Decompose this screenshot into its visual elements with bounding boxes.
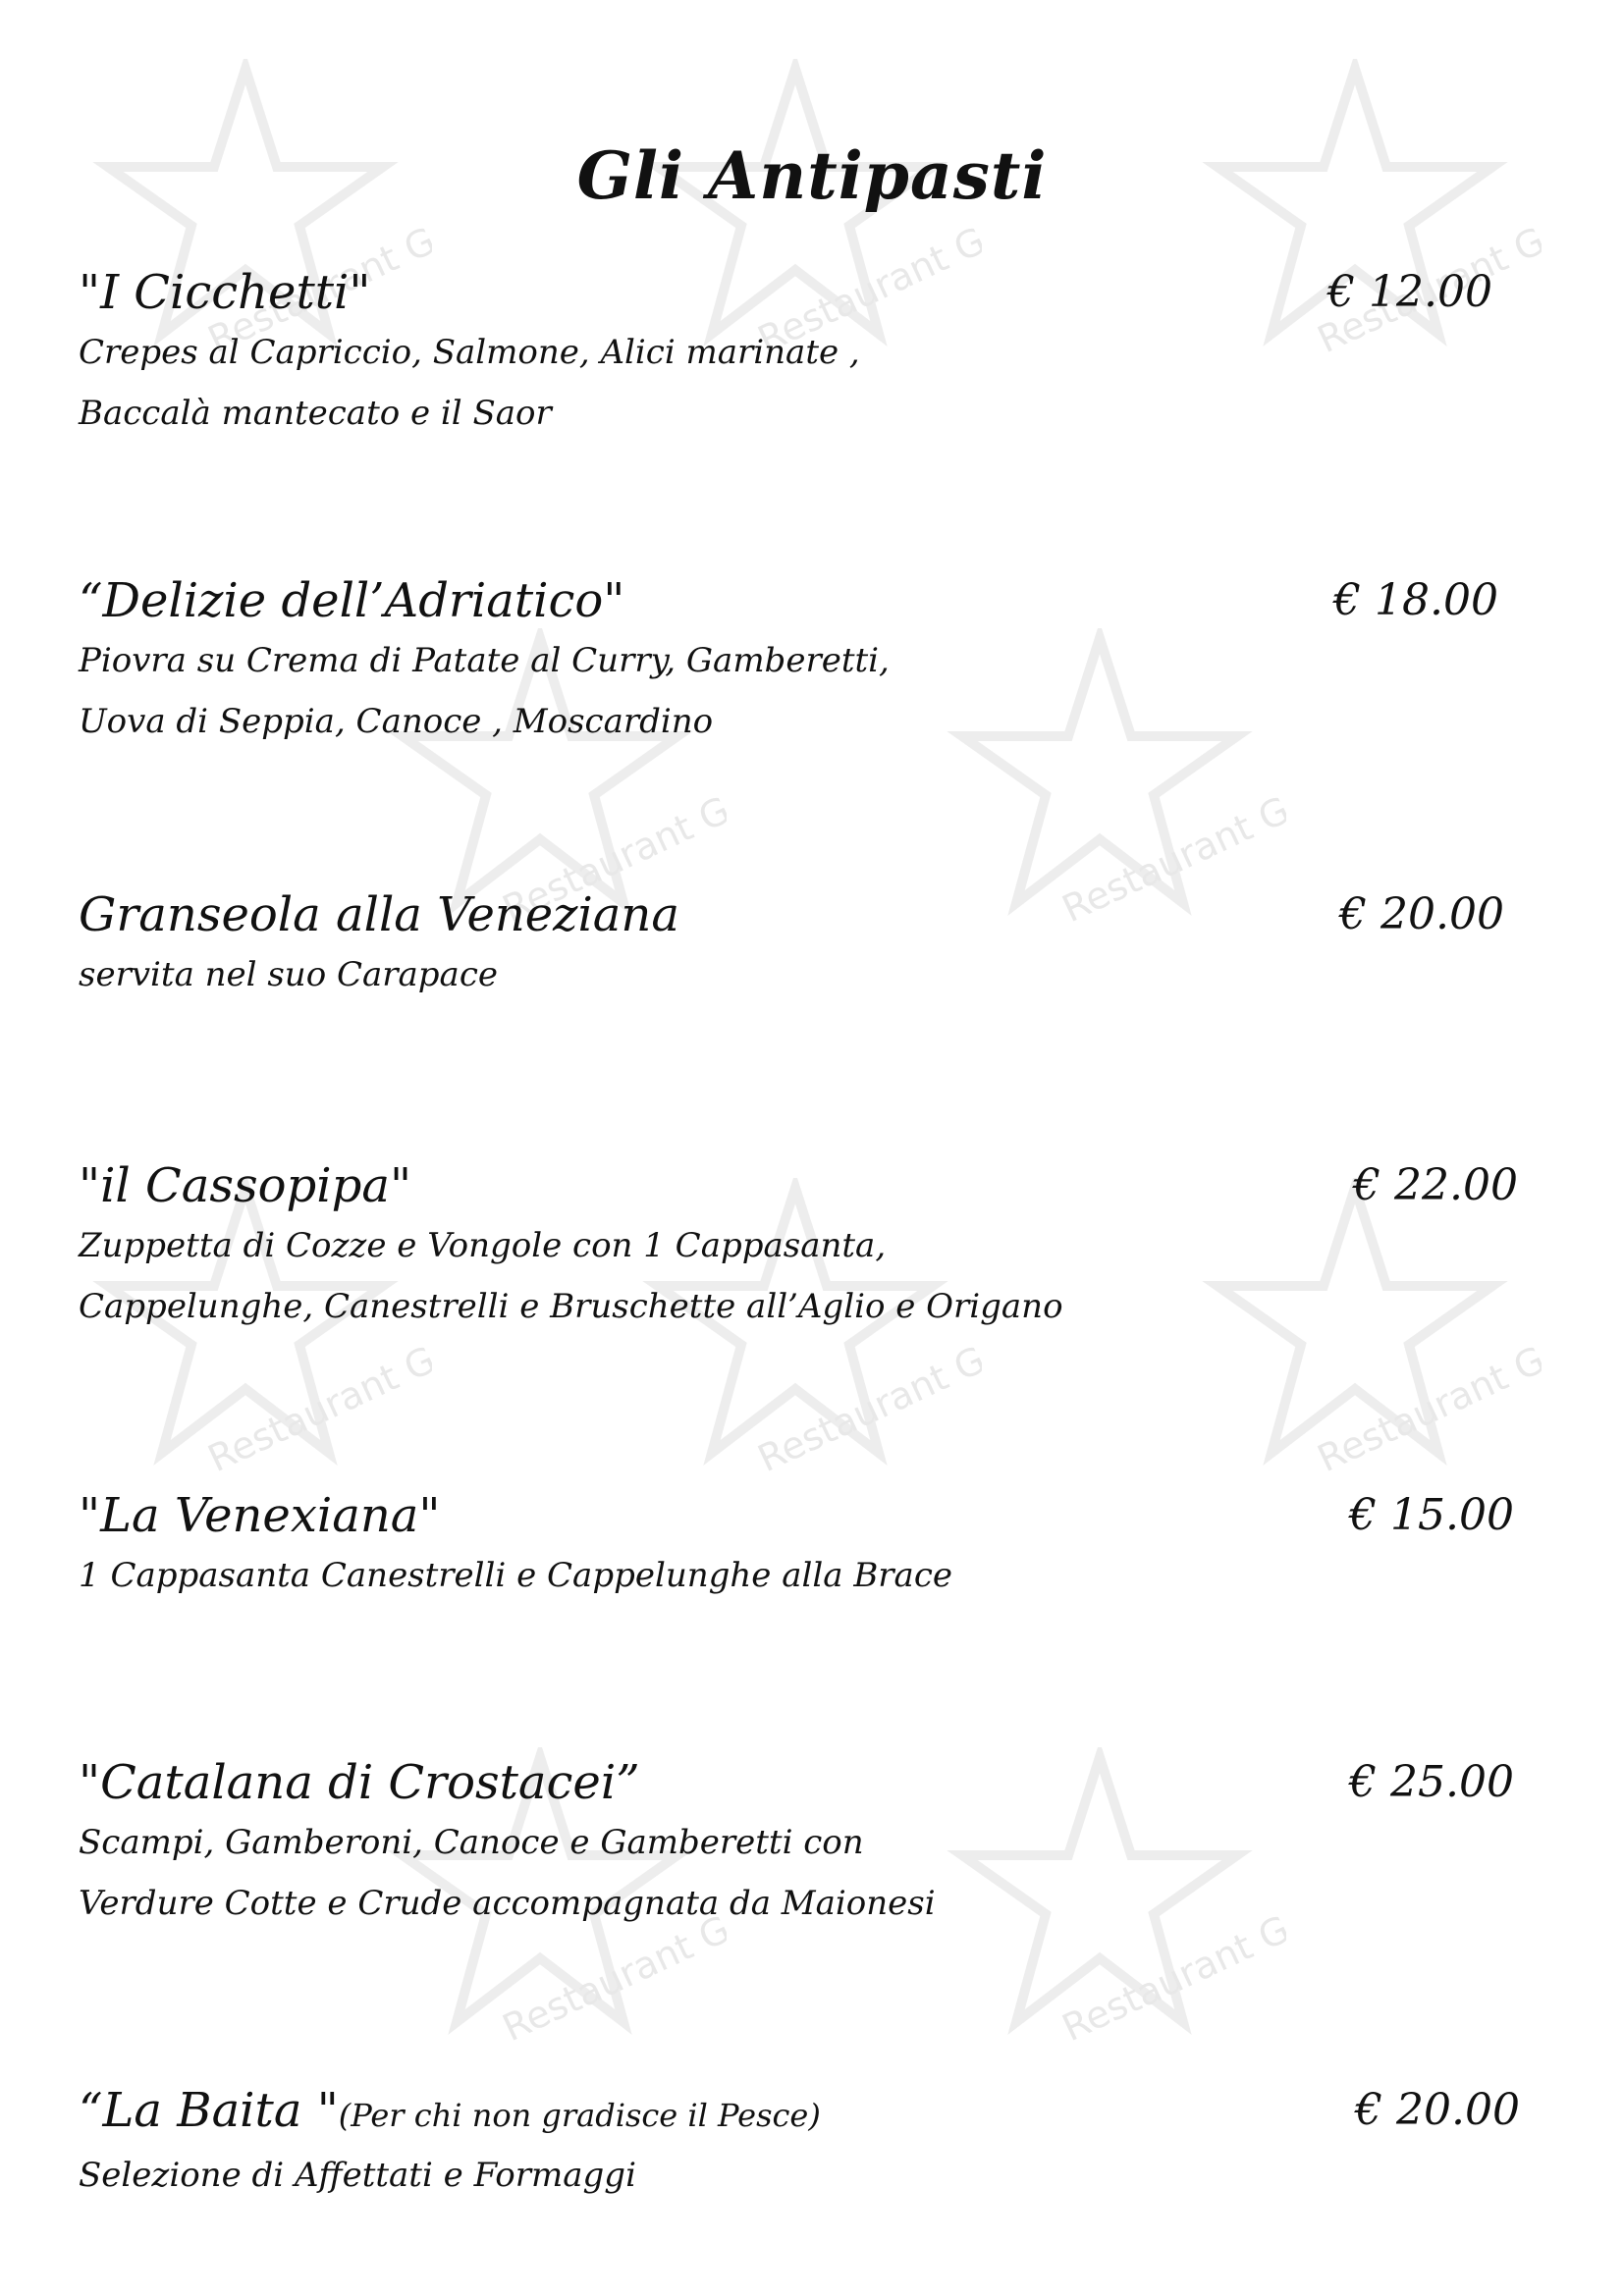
watermark-text: Restaurant Guru <box>751 1310 982 1481</box>
item-price: € 22.00 <box>1353 1160 1518 1210</box>
item-name: "I Cicchetti" <box>79 265 371 320</box>
item-description-line: servita nel suo Carapace <box>79 955 498 994</box>
menu-item <box>79 1753 1551 1934</box>
menu-item <box>79 2081 1551 2206</box>
item-description <box>79 1812 1551 1934</box>
item-description-line: Crepes al Capriccio, Salmone, Alici marinate , <box>79 333 860 372</box>
watermark-text: Restaurant Guru <box>496 761 727 932</box>
item-price: € 20.00 <box>1355 2085 1520 2135</box>
menu-item <box>79 263 1551 444</box>
item-name: Granseola alla Veneziana <box>79 887 679 942</box>
item-name: "Catalana di Crostacei” <box>79 1755 640 1810</box>
item-note: (Per chi non gradisce il Pesce) <box>338 2097 821 2134</box>
watermark-text: Restaurant Guru <box>1056 1880 1286 2051</box>
menu-item <box>79 885 1551 1005</box>
item-description <box>79 1545 1551 1606</box>
item-description-line: Uova di Seppia, Canoce , Moscardino <box>79 702 714 741</box>
item-description <box>79 322 1551 444</box>
item-name: "La Venexiana" <box>79 1488 441 1543</box>
item-description-line: Selezione di Affettati e Formaggi <box>79 2156 636 2195</box>
item-description-line: 1 Cappasanta Canestrelli e Cappelunghe alla Brace <box>79 1556 952 1595</box>
menu-item <box>79 1156 1551 1337</box>
watermark-text: Restaurant Guru <box>201 191 432 362</box>
item-name: “La Baita " <box>79 2083 339 2138</box>
item-description <box>79 944 1551 1005</box>
menu-item <box>79 571 1551 752</box>
item-price: € 20.00 <box>1339 889 1504 939</box>
item-name-row <box>79 2081 1551 2145</box>
item-description <box>79 2145 1551 2206</box>
item-description-line: Piovra su Crema di Patate al Curry, Gamberetti, <box>79 641 890 680</box>
item-description-line: Baccalà mantecato e il Saor <box>79 394 552 433</box>
watermark-text: Restaurant Guru <box>1311 191 1542 362</box>
item-price: € 12.00 <box>1327 267 1492 317</box>
item-name: “Delizie dell’Adriatico" <box>79 573 625 628</box>
menu-title: Gli Antipasti <box>576 137 1048 214</box>
menu-item <box>79 1486 1551 1606</box>
watermark-text: Restaurant Guru <box>1311 1310 1542 1481</box>
item-price: € 25.00 <box>1349 1757 1514 1807</box>
item-description-line: Scampi, Gamberoni, Canoce e Gamberetti con <box>79 1823 864 1862</box>
item-description <box>79 630 1551 752</box>
item-price: € 18.00 <box>1333 575 1498 625</box>
item-description-line: Zuppetta di Cozze e Vongole con 1 Cappasanta, <box>79 1226 887 1265</box>
watermark-text: Restaurant Guru <box>751 191 982 362</box>
watermark-text: Restaurant Guru <box>201 1310 432 1481</box>
watermark-text: Restaurant Guru <box>1056 761 1286 932</box>
item-name: "il Cassopipa" <box>79 1158 412 1213</box>
item-price: € 15.00 <box>1349 1490 1514 1540</box>
item-description-line: Verdure Cotte e Crude accompagnata da Maionesi <box>79 1884 936 1923</box>
watermark-text: Restaurant Guru <box>496 1880 727 2051</box>
item-description-line: Cappelunghe, Canestrelli e Bruschette all’Aglio e Origano <box>79 1287 1063 1326</box>
item-description <box>79 1215 1551 1337</box>
